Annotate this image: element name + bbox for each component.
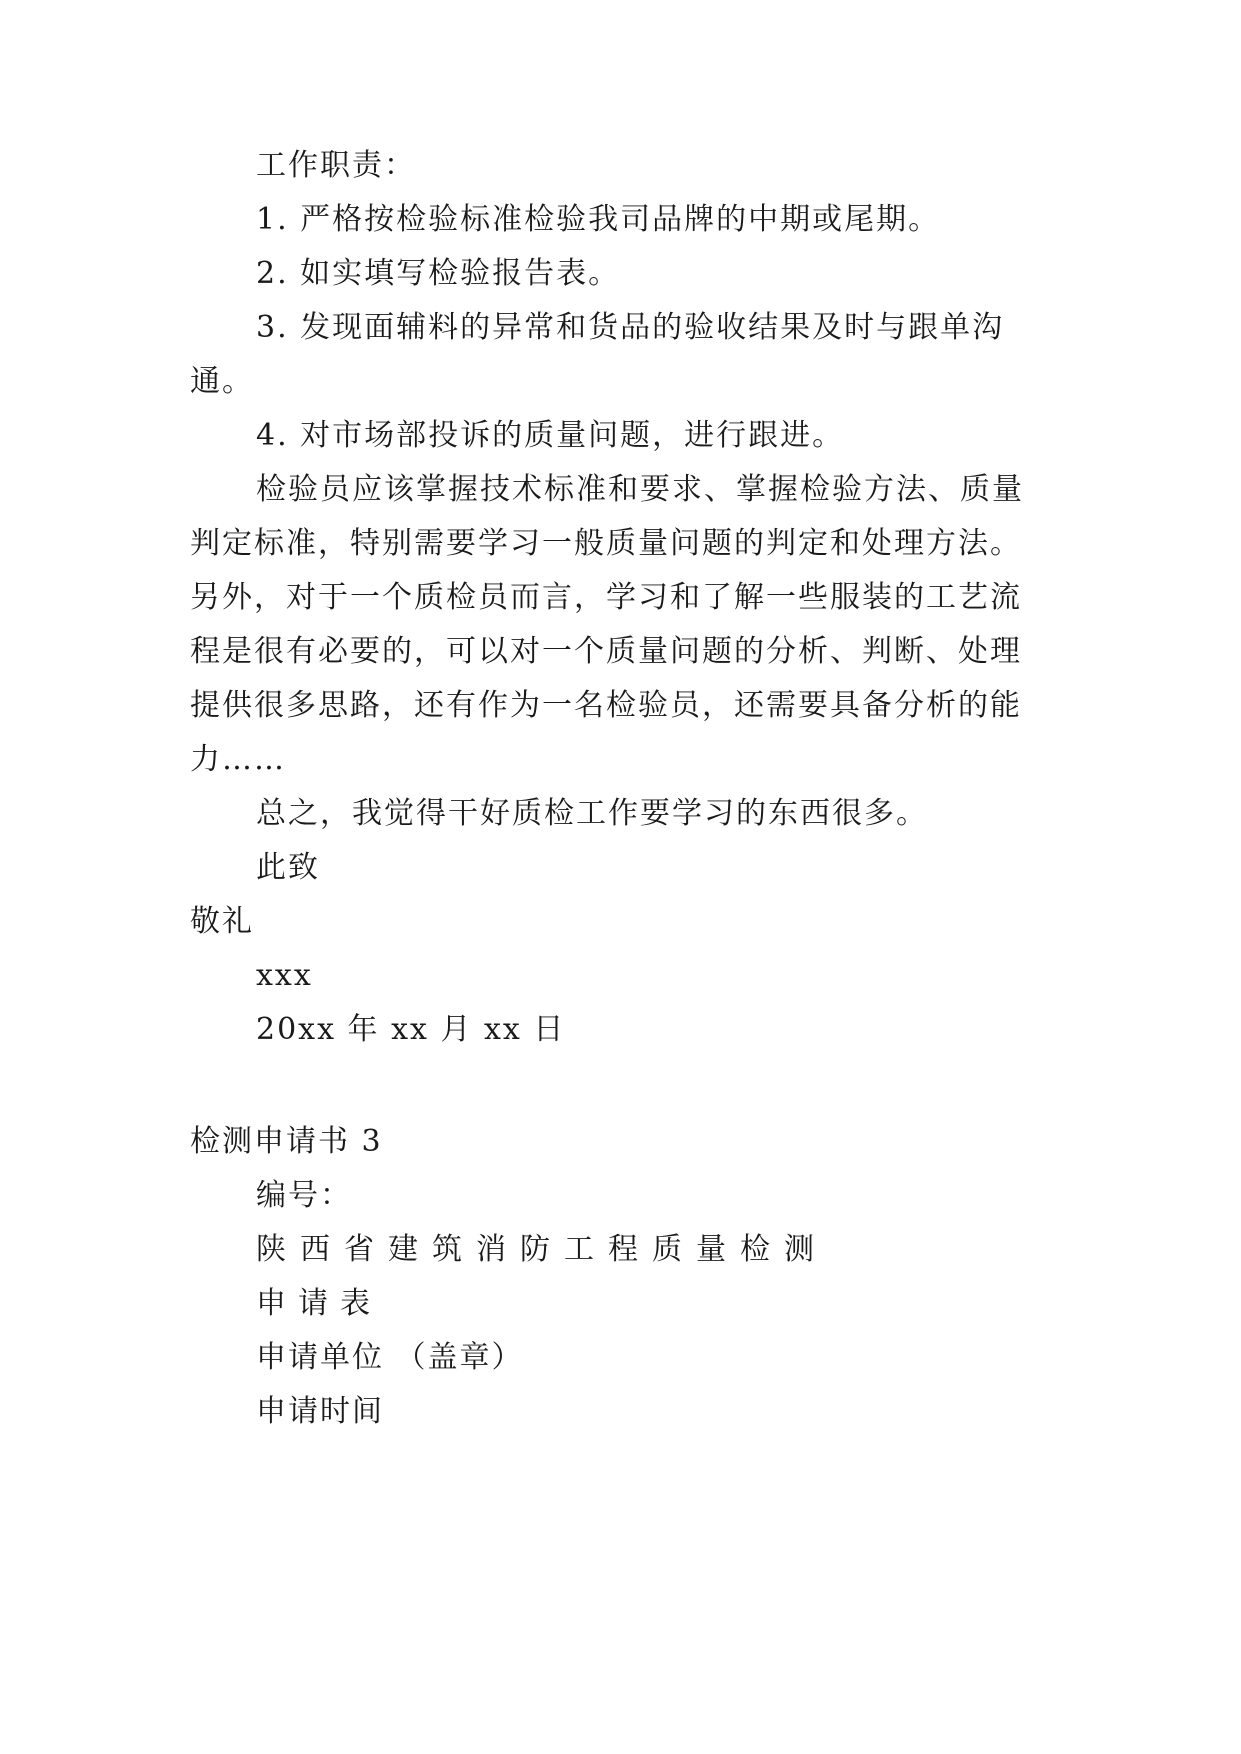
duties-heading: 工作职责： xyxy=(256,148,416,183)
form-heading-line-2: 申请表 xyxy=(256,1286,382,1321)
applicant-label: 申请单位 （盖章） xyxy=(256,1340,524,1375)
signature: xxx xyxy=(256,958,313,993)
closing-salute: 敬礼 xyxy=(190,904,254,939)
form-title: 检测申请书 3 xyxy=(190,1124,383,1159)
application-time-label: 申请时间 xyxy=(256,1394,384,1429)
duty-item-1: 1. 严格按检验标准检验我司品牌的中期或尾期。 xyxy=(256,202,941,237)
paragraph-line-6: 力…… xyxy=(190,742,286,777)
date-line: 20xx 年 xx 月 xx 日 xyxy=(256,1012,566,1047)
form-number-label: 编号： xyxy=(256,1178,352,1213)
paragraph-line-3: 另外，对于一个质检员而言，学习和了解一些服装的工艺流 xyxy=(190,580,1022,615)
duty-item-3-line-1: 3. 发现面辅料的异常和货品的验收结果及时与跟单沟 xyxy=(256,310,1005,345)
paragraph-line-4: 程是很有必要的，可以对一个质量问题的分析、判断、处理 xyxy=(190,634,1022,669)
closing-greeting: 此致 xyxy=(256,850,320,885)
form-heading-line-1: 陕西省建筑消防工程质量检测 xyxy=(256,1232,828,1267)
summary-line: 总之，我觉得干好质检工作要学习的东西很多。 xyxy=(256,796,928,831)
paragraph-line-5: 提供很多思路，还有作为一名检验员，还需要具备分析的能 xyxy=(190,688,1022,723)
duty-item-3-line-2: 通。 xyxy=(190,364,254,399)
duty-item-4: 4. 对市场部投诉的质量问题，进行跟进。 xyxy=(256,418,845,453)
paragraph-line-2: 判定标准，特别需要学习一般质量问题的判定和处理方法。 xyxy=(190,526,1022,561)
duty-item-2: 2. 如实填写检验报告表。 xyxy=(256,256,621,291)
paragraph-line-1: 检验员应该掌握技术标准和要求、掌握检验方法、质量 xyxy=(256,472,1024,507)
